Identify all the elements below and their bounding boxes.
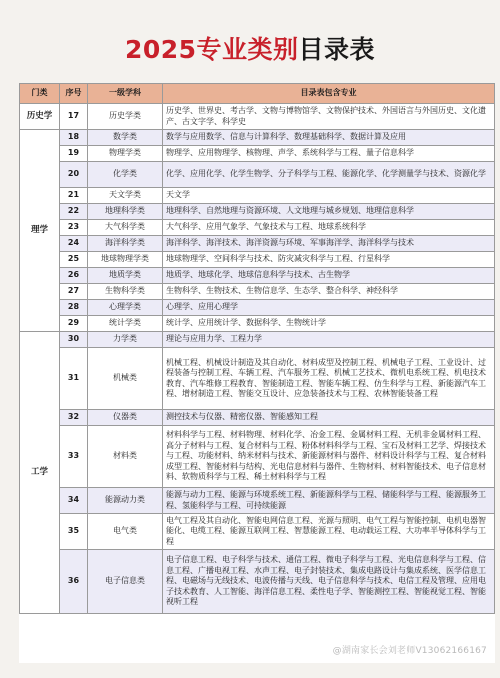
discipline-cell: 地球物理学类 [88, 252, 163, 268]
table-row [20, 220, 495, 236]
table-row [20, 284, 495, 300]
number-cell: 32 [60, 410, 88, 426]
majors-cell: 理论与应用力学、工程力学 [163, 332, 495, 348]
major-catalog-table [19, 83, 495, 614]
page-title [0, 30, 500, 66]
majors-cell: 地质学、地球化学、地球信息科学与技术、古生物学 [163, 268, 495, 284]
table-row [20, 426, 495, 488]
discipline-cell: 心理学类 [88, 300, 163, 316]
discipline-cell: 海洋科学类 [88, 236, 163, 252]
discipline-cell: 仪器类 [88, 410, 163, 426]
table-row [20, 204, 495, 220]
category-cell: 理学 [20, 130, 60, 332]
category-cell: 工学 [20, 332, 60, 614]
table-header-row [20, 84, 495, 104]
table-row [20, 130, 495, 146]
discipline-cell: 机械类 [88, 348, 163, 410]
discipline-cell: 天文学类 [88, 188, 163, 204]
majors-cell: 材料科学与工程、材料物理、材料化学、冶金工程、金属材料工程、无机非金属材料工程、高分子材料与工程、复合材料与工程、粉体材料科学与工程、宝石及材料工艺学、焊接技术与工程、功能材料、纳米材料与技术、新能源材料与器件、材料设计科学与工程、复合材料成型工程、智能材料与结构、光电信息材料与器件、生物材料、材料智能技术、电子信息材料、软物质科学与工程、稀土材料科学与工程 [163, 426, 495, 488]
number-cell: 19 [60, 146, 88, 162]
table-row [20, 146, 495, 162]
number-cell: 36 [60, 550, 88, 614]
page-title-part2: 目录表 [298, 35, 376, 64]
majors-cell: 能源与动力工程、能源与环境系统工程、新能源科学与工程、储能科学与工程、能源服务工程、氢能科学与工程、可持续能源 [163, 488, 495, 514]
number-cell: 25 [60, 252, 88, 268]
number-cell: 28 [60, 300, 88, 316]
table-row [20, 300, 495, 316]
number-cell: 18 [60, 130, 88, 146]
header-number: 序号 [60, 84, 88, 104]
discipline-cell: 数学类 [88, 130, 163, 146]
table-body [20, 104, 495, 614]
number-cell: 17 [60, 104, 88, 130]
table-row [20, 332, 495, 348]
number-cell: 20 [60, 162, 88, 188]
majors-cell: 地理科学、自然地理与资源环境、人文地理与城乡规划、地理信息科学 [163, 204, 495, 220]
number-cell: 26 [60, 268, 88, 284]
discipline-cell: 电子信息类 [88, 550, 163, 614]
majors-cell: 心理学、应用心理学 [163, 300, 495, 316]
majors-cell: 测控技术与仪器、精密仪器、智能感知工程 [163, 410, 495, 426]
discipline-cell: 材料类 [88, 426, 163, 488]
discipline-cell: 力学类 [88, 332, 163, 348]
majors-cell: 地球物理学、空间科学与技术、防灾减灾科学与工程、行星科学 [163, 252, 495, 268]
number-cell: 33 [60, 426, 88, 488]
number-cell: 35 [60, 514, 88, 550]
number-cell: 29 [60, 316, 88, 332]
number-cell: 23 [60, 220, 88, 236]
majors-cell: 大气科学、应用气象学、气象技术与工程、地球系统科学 [163, 220, 495, 236]
discipline-cell: 地理科学类 [88, 204, 163, 220]
table-row [20, 550, 495, 614]
number-cell: 34 [60, 488, 88, 514]
number-cell: 22 [60, 204, 88, 220]
table-row [20, 252, 495, 268]
majors-cell: 物理学、应用物理学、核物理、声学、系统科学与工程、量子信息科学 [163, 146, 495, 162]
majors-cell: 历史学、世界史、考古学、文物与博物馆学、文物保护技术、外国语言与外国历史、文化遗产、古文字学、科学史 [163, 104, 495, 130]
table-row [20, 268, 495, 284]
majors-cell: 电子信息工程、电子科学与技术、通信工程、微电子科学与工程、光电信息科学与工程、信息工程、广播电视工程、水声工程、电子封装技术、集成电路设计与集成系统、医学信息工程、电磁场与无线技术、电波传播与天线、电子信息科学与技术、电信工程及管理、应用电子技术教育、人工智能、海洋信息工程、柔性电子学、智能测控工程、智能视觉工程、智能视听工程 [163, 550, 495, 614]
watermark: @湖南家长会刘老师V13062166167 [332, 646, 487, 656]
major-catalog-sheet [19, 83, 495, 663]
majors-cell: 生物科学、生物技术、生物信息学、生态学、整合科学、神经科学 [163, 284, 495, 300]
table-row [20, 316, 495, 332]
table-row [20, 514, 495, 550]
header-category: 门类 [20, 84, 60, 104]
majors-cell: 化学、应用化学、化学生物学、分子科学与工程、能源化学、化学测量学与技术、资源化学 [163, 162, 495, 188]
number-cell: 30 [60, 332, 88, 348]
majors-cell: 天文学 [163, 188, 495, 204]
table-row [20, 236, 495, 252]
page-title-part1: 2025专业类别 [124, 35, 299, 64]
discipline-cell: 地质学类 [88, 268, 163, 284]
number-cell: 27 [60, 284, 88, 300]
majors-cell: 数学与应用数学、信息与计算科学、数理基础科学、数据计算及应用 [163, 130, 495, 146]
majors-cell: 电气工程及其自动化、智能电网信息工程、光源与照明、电气工程与智能控制、电机电器智能化、电缆工程、能源互联网工程、智慧能源工程、电动载运工程、大功率半导体科学与工程 [163, 514, 495, 550]
discipline-cell: 生物科学类 [88, 284, 163, 300]
number-cell: 31 [60, 348, 88, 410]
table-row [20, 410, 495, 426]
discipline-cell: 大气科学类 [88, 220, 163, 236]
number-cell: 24 [60, 236, 88, 252]
number-cell: 21 [60, 188, 88, 204]
table-row [20, 104, 495, 130]
discipline-cell: 化学类 [88, 162, 163, 188]
discipline-cell: 电气类 [88, 514, 163, 550]
majors-cell: 海洋科学、海洋技术、海洋资源与环境、军事海洋学、海洋科学与技术 [163, 236, 495, 252]
majors-cell: 统计学、应用统计学、数据科学、生物统计学 [163, 316, 495, 332]
table-row [20, 188, 495, 204]
table-row [20, 488, 495, 514]
table-row [20, 162, 495, 188]
category-cell: 历史学 [20, 104, 60, 130]
table-row [20, 348, 495, 410]
discipline-cell: 能源动力类 [88, 488, 163, 514]
discipline-cell: 物理学类 [88, 146, 163, 162]
discipline-cell: 统计学类 [88, 316, 163, 332]
majors-cell: 机械工程、机械设计制造及其自动化、材料成型及控制工程、机械电子工程、工业设计、过程装备与控制工程、车辆工程、汽车服务工程、机械工艺技术、微机电系统工程、机电技术教育、汽车维修工程教育、智能制造工程、智能车辆工程、仿生科学与工程、新能源汽车工程、增材制造工程、智能交互设计、应急装备技术与工程、农林智能装备工程 [163, 348, 495, 410]
header-discipline: 一级学科 [88, 84, 163, 104]
header-majors: 目录表包含专业 [163, 84, 495, 104]
discipline-cell: 历史学类 [88, 104, 163, 130]
